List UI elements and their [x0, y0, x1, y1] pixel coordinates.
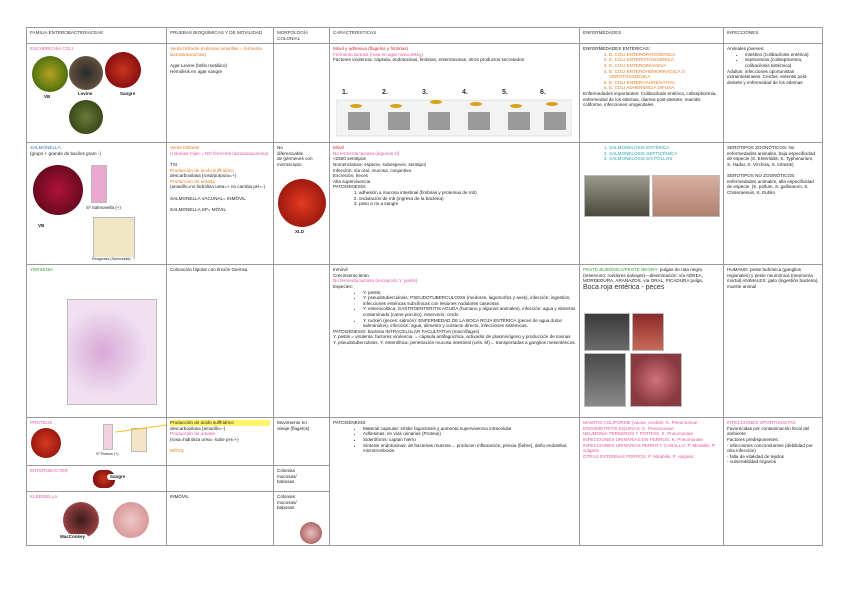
- ecoli-enf-item: 2. E. COLI ENTEROTOXIGÉNICA: [609, 57, 720, 63]
- ecoli-vb-label: VB: [41, 94, 53, 100]
- proteus-enf-line: MAMITIS COLIFORME (vacas, cerdas): K. Pneumoniae: [583, 420, 698, 426]
- ecoli-pathogenesis-diagram: [336, 82, 572, 140]
- salmonella-vb-label: VB: [35, 223, 47, 229]
- salmonella-bio-line: Verde brillante: [170, 145, 200, 151]
- header-enfermedades: ENFERMEDADES: [580, 28, 724, 44]
- proteus-enf-line: OTRAS EXTERNAS PERROS: P. Mirabilis, P. vulgaris: [583, 453, 694, 459]
- salmonella-inf-line: SEROTIPOS ZOONÓTICOS: No enfermedades animales, baja especificidad de especie (S. Enteritidis, S. Typhimurium, S. Hadar, S. Virchow, S. Infantis): [727, 145, 816, 167]
- header-pruebas: PRUEBAS BIOQUÍMICAS Y DE MOVILIDAD: [167, 28, 274, 44]
- klebsiella-morph-cell: [274, 492, 330, 546]
- yersenia-name-cell: [27, 265, 167, 418]
- proteus-bio-line: (rosa=hidroliza urea= sube pH=+): [170, 436, 239, 442]
- salmonella-enf-cell: [580, 143, 724, 265]
- salmonella-char-line: Móvil: [333, 145, 344, 151]
- proteus-bio-line: Producción de ácido sulfhídrico: [170, 420, 270, 426]
- proteus-enf-cell: [580, 418, 724, 546]
- salmonella-bio-line: SALMONELLA VACUNAL= INMÓVIL: [170, 195, 246, 201]
- klebsiella-name: KLEBSIELLA: [30, 494, 58, 500]
- yersenia-species-item: • Y. pestis:: [363, 290, 576, 296]
- yersenia-char-line: Inmóvil: [333, 267, 348, 273]
- salmonella-inf-cell: [724, 143, 823, 265]
- ecoli-enf-list: [583, 52, 720, 91]
- enterobacter-bio-cell: [167, 466, 274, 492]
- salmonella-char-line: <2500 serotipos: [333, 156, 366, 162]
- klebsiella-name-cell: [27, 492, 167, 546]
- salmonella-s2-tube: [91, 165, 107, 203]
- ecoli-vb-plate: [32, 56, 68, 92]
- proteus-enf-line: NEUMONÍA TERNEROS Y POTROS: K. Pneumoniae: [583, 431, 694, 437]
- salmonella-name: SALMONELLA: [30, 145, 61, 151]
- yersenia-fish-photo-1: [584, 313, 630, 351]
- salmonella-morph-line: diferenciable: [277, 150, 304, 156]
- yersenia-pat-line: Y. pseudotuberculosis, Y. enterolítica: penetración mucosa intestinal (cels. M)→ transportadas a ganglios mesentéricos.: [333, 339, 576, 345]
- salmonella-char-line: PATOGENESIS:: [333, 184, 367, 190]
- salmonella-name-cell: [27, 143, 167, 265]
- enterobacter-name-cell: [27, 466, 167, 492]
- salmonella-bio-line: (amarillo=no hidroliza urea=+ no cambia pH=-): [170, 184, 265, 190]
- enterobacter-name: ENTEROBACTER: [30, 468, 68, 474]
- salmonella-bio-line: descarboxilasa (rosa/púrpura=+): [170, 173, 237, 179]
- ecoli-name: ESCHERICHIA COLI: [30, 46, 74, 52]
- proteus-morph-line: oleaje (flagelos): [277, 425, 310, 431]
- enterobacter-morph-line: Colonias: [277, 468, 295, 474]
- ecoli-bio-cell: [167, 44, 274, 143]
- salmonella-char-line: Nomenclatura: especie, subespecie, serotipo): [333, 161, 427, 167]
- proteus-inf-title: INFECCIONES OPORTUNISTAS: [727, 420, 796, 426]
- ecoli-enf-item: 4. E. COLI ENTEROHEMORRÁGICA O VEROTOXIGÉNICA: [609, 69, 720, 80]
- proteus-inf-line: Favorecidas por contaminación fecal del ambiente: [727, 425, 810, 437]
- proteus-pat-list: [333, 426, 576, 454]
- proteus-name-cell: [27, 418, 167, 466]
- yersenia-bio: Coloración bipolar con tinción Giemsa: [170, 267, 248, 273]
- proteus-morph-cell: [274, 418, 330, 466]
- salmonella-reagent-tubes: [93, 217, 135, 259]
- salmonella-morph-line: microscopio: [277, 161, 302, 167]
- salmonella-bio-line: Producción de ácido sulfhídrico: [170, 167, 234, 173]
- diagram-step-4: 4.: [462, 89, 468, 97]
- yersenia-enf-cell: [580, 265, 724, 418]
- yersenia-char-line: Crecimiento lento: [333, 272, 369, 278]
- ecoli-morph-cell: [274, 44, 330, 143]
- proteus-bio-line: Producción de ureasa: [170, 431, 215, 437]
- ecoli-enf-title: ENFERMEDADES ENTÉRICAS:: [583, 46, 651, 52]
- salmonella-bio-line: TSI: [170, 161, 178, 167]
- ecoli-enf-item: 3. E. COLI ENTEROINVASIVA: [609, 63, 720, 69]
- salmonella-xld-plate: [278, 179, 326, 227]
- ecoli-char-2: Fermenta lactosa (rosa en agar macconkey): [333, 51, 424, 57]
- proteus-inf-line: - vulnerabilidad órganos: [727, 459, 777, 465]
- ecoli-levine-label: Levine: [75, 91, 95, 97]
- ecoli-inf-list: [727, 52, 819, 69]
- ecoli-name-cell: [27, 44, 167, 143]
- salmonella-piglet-photo: [652, 175, 720, 217]
- row-proteus: [27, 418, 823, 466]
- yersenia-char-line: Especies:: [333, 283, 353, 289]
- diagram-step-2: 2.: [382, 89, 388, 97]
- yersenia-pat-line: PATOGÉNESIS: bacteria INTRACELULAR FACULTATIVA (macrófagos): [333, 328, 480, 334]
- diagram-step-3: 3.: [422, 89, 428, 97]
- diagram-step-5: 5.: [502, 89, 508, 97]
- enterobacter-morph-cell: [274, 466, 330, 492]
- yersenia-species-item: • Y. enterocolitica: GASTROENTERITIS AGUDA (humano y algunos animales), infección: agua y alimento contaminado (carne porcino), reservorio: cerdo: [363, 306, 576, 317]
- yersenia-char-line: No fermenta lactosa (excepción Y. pestis): [333, 278, 418, 284]
- ecoli-bio-1: Verde brillante (colonias amarillas = fermenta lactosa/sacarosa): [170, 46, 263, 57]
- salmonella-morph-line: No: [277, 145, 283, 151]
- salmonella-char-line: Infección: vía oral, mucosa, conjuntiva: [333, 167, 411, 173]
- row-salmonella: [27, 143, 823, 265]
- klebsiella-morph-line: Colonias: [277, 494, 295, 500]
- salmonella-xld-label: XLD: [292, 229, 307, 235]
- proteus-bio-line: MÓVIL: [170, 448, 185, 454]
- ecoli-enf-item: 6. E. COLI ADHERENCIA DIFUSA: [609, 85, 720, 91]
- proteus-enf-line: INFECCIONES URINARIAS PERRO Y CABALLO: P. Mirabilis, P. vulgaris: [583, 442, 716, 454]
- proteus-pat-item: • Material capsular: inhibe fagocitosis y aumenta supervivencia intracelular: [363, 426, 576, 432]
- ecoli-sangre-plate: [105, 52, 141, 88]
- ecoli-inf-item: • intestino (colibacilosis entérica): [745, 52, 819, 58]
- yersenia-morph-cell: [274, 265, 330, 418]
- salmonella-pat-item: 3. paso a rio a sangre: [359, 201, 576, 207]
- ecoli-levine-plate: [69, 56, 103, 90]
- yersenia-enf-head: PESTE BUBÓNICA/PESTE NEGRA:: [583, 267, 659, 273]
- proteus-inf-cell: [724, 418, 823, 546]
- salmonella-char-cell: [330, 143, 580, 265]
- ecoli-enf-cell: [580, 44, 724, 143]
- ecoli-bio-2: Agar Levine (brillo metálico): [170, 62, 227, 68]
- salmonella-bio-line: SALMONELLA SP= MÓVIL: [170, 206, 227, 212]
- yersenia-enf-body: pulgas de rata negra (reservorio: roedores salvajes)—diseminación: vía AÉREA, MORDEDURA, ARAÑAZOS, vía ORAL, PICADURA pulga.: [583, 267, 703, 284]
- diagram-step-6: 6.: [540, 89, 546, 97]
- salmonella-morph-line: de gérmenes con: [277, 156, 313, 162]
- yersenia-species-item: • Y. ruckeri (peces: salmón): ENFERMEDAD DE LA BOCA ROJA ENTÉRICA (peces de agua dulce: salmónidos), infección: agua, alimento y contacto directo, infecciones sistémicas.: [363, 318, 576, 329]
- salmonella-vb-plate: [33, 165, 83, 215]
- ecoli-enf-item: 5. E. COLI ENTEROAGREGATIVA: [609, 80, 720, 86]
- proteus-name: PROTEUS: [30, 420, 53, 426]
- header-familia: FAMILIA ENTEROBACTERIACEAE: [27, 28, 167, 44]
- header-row: [27, 28, 823, 44]
- salmonella-morph-cell: [274, 143, 330, 265]
- salmonella-bio-line: Producción de ureasa: [170, 178, 215, 184]
- proteus-pat-item: • Adhesinas: en vías urinarias (Proteus): [363, 431, 576, 437]
- proteus-enf-line: ENDOMETRITIS EQUINAS: K. Pneumoniae: [583, 425, 674, 431]
- klebsiella-second-plate: [113, 502, 149, 538]
- enterobacter-morph-line: babosas: [277, 479, 295, 485]
- row-ecoli: [27, 44, 823, 143]
- yersenia-bio-cell: [167, 265, 274, 418]
- header-morfologia: MORFOLOGÍA COLONIAL: [274, 28, 330, 44]
- yersenia-lesion-photo: [630, 353, 682, 407]
- proteus-pat-item: • Síntesis endotoxinas: de bacterias muertas→ producen inflamación, pirexia (fiebre), daño endotelial, microtrombosis.: [363, 443, 576, 454]
- yersenia-species-list: [333, 290, 576, 329]
- ecoli-sangre-label: Sangre: [117, 91, 138, 97]
- proteus-bio-line: descarboxilasa (amarillo=-): [170, 425, 226, 431]
- salmonella-enf-item: 1. SALMONELOSIS ENTÉRICA: [609, 145, 720, 151]
- klebsiella-bio-cell: [167, 492, 274, 546]
- ecoli-inf-item: • septicemias (colisepticemia, colibacilosis sistémica): [745, 57, 819, 68]
- klebsiella-macconkey-plate: [63, 502, 99, 538]
- ecoli-inf-cell: [724, 44, 823, 143]
- salmonella-pigs-photo: [584, 175, 650, 217]
- proteus-pat-item: • Sideróforos: captan hierro: [363, 437, 576, 443]
- salmonella-pat-item: 2. ondulación de mb (ingreso de la bacteria): [359, 196, 576, 202]
- ecoli-bio-3: Hemólisis en agar sangre: [170, 68, 223, 74]
- proteus-plate: [31, 428, 61, 458]
- yersenia-giemsa-photo: [67, 299, 157, 405]
- salmonella-char-line: No fermenta lactosa (algunas sí): [333, 150, 400, 156]
- yersenia-char-cell: [330, 265, 580, 418]
- klebsiella-bio: INMÓVIL: [170, 494, 189, 500]
- enterobacteriaceae-table: [26, 27, 823, 546]
- header-infecciones: INFECCIONES: [724, 28, 823, 44]
- proteus-bio-cell: [167, 418, 274, 466]
- yersenia-enf-sub: Boca roja entérica - peces: [583, 283, 665, 291]
- yersenia-fish-photo-2: [632, 313, 664, 351]
- proteus-tube-label: S² Proteus (+): [93, 452, 121, 458]
- yersenia-inf-cell: [724, 265, 823, 418]
- salmonella-pat-item: 1. adhesión a mucosa intestinal (fimbrias y proteínas de mb): [359, 190, 576, 196]
- ecoli-inf-extra: Adultos: infecciones oportunistas extraintestinales. Cerdos: enteritis post-destete y enfermedad de los edemas: [727, 68, 808, 85]
- enterobacter-morph-line: mucosas/: [277, 473, 297, 479]
- header-caracteristicas: CARACTERÍSTICAS: [330, 28, 580, 44]
- salmonella-enf-list: [583, 145, 720, 162]
- row-yersenia: [27, 265, 823, 418]
- ecoli-enf-extra: Enfermedades importantes: Colibacilosis entérica, colisepticemia, enfermedad de los edemas, diarrea post-destete, mamitis coliforme, infecciones urogenitales: [583, 90, 717, 108]
- proteus-inf-line: - falta de vitalidad de tejidos: [727, 453, 784, 459]
- ecoli-extra-plate: [69, 100, 103, 134]
- proteus-tube-1: [103, 424, 113, 450]
- proteus-tube-2: [131, 428, 147, 452]
- proteus-char-cell: [330, 418, 580, 546]
- salmonella-char-line: Excreción: heces: [333, 173, 368, 179]
- salmonella-enf-item: 2. SALMONELOSIS SEPTICÉMICA: [609, 151, 720, 157]
- proteus-enf-line: INFECCIONES URINARIAS EN PERROS: K. Pneumoniae: [583, 436, 703, 442]
- yersenia-fish-photo-3: [584, 353, 626, 407]
- yersenia-inf-text: HUMANO: peste bubónica (ganglios regionales) y peste neumónica (neumonía mortal) ANIMALES: gato (ingestión bacteria), muerte animal: [727, 267, 819, 289]
- salmonella-s2-label: S² Salmonella (+): [83, 205, 124, 211]
- diagram-step-1: 1.: [342, 89, 348, 97]
- ecoli-char-3: Factores virulencia: cápsula, endotoxinas, fimbrias, enterotoxinas, otros productos secretados: [333, 57, 524, 63]
- salmonella-enf-item: 3. SALMONELOSIS EN POLLOS: [609, 156, 720, 162]
- yersenia-enf-text: [583, 267, 720, 284]
- salmonella-reagent-label: Reagentes (Salmonella): [89, 257, 134, 263]
- yersenia-name: YERSENIA: [30, 267, 54, 273]
- klebsiella-plate-label: MacConkey: [57, 534, 88, 540]
- yersenia-pat-line: Y. pestis = virulenta: factores virulencia → cápsula antifagocítica, activador de plasminógeno y producción de toxinas: [333, 334, 571, 340]
- yersenia-species-item: • Y. pseudotuberculosis: PSEUDOTUBERCULOSIS (roedores, lagomorfos y aves), infección: ingestión, infecciones entéricas subclínicas con lesiones nodulares caseosas: [363, 295, 576, 306]
- klebsiella-morph-line: babosas: [277, 505, 295, 511]
- salmonella-inf-line: SEROTIPOS NO ZOONÓTICOS: enfermedades animales, alta especificidad de especie. (S. pollum, S. gallinarum, S. Choleraesuis, S. Dublin: [727, 173, 814, 195]
- salmonella-pat-list: [333, 190, 576, 207]
- ecoli-inf-title: Animales jóvenes:: [727, 46, 765, 52]
- salmonella-char-line: Alta supervivencia: [333, 178, 371, 184]
- enterobacter-plate-label: Sangre: [107, 474, 128, 480]
- klebsiella-morph-line: mucosas/: [277, 499, 297, 505]
- ecoli-char-1-text: Móvil y adhesiva (flagelos y fimbrias): [333, 46, 409, 52]
- salmonella-bio-line: (colonias rojas = NO fermenta lactosa/sacarosa): [170, 150, 269, 156]
- ecoli-enf-item: 1. E. COLI ENTEROPATÓGENICA: [609, 52, 720, 58]
- proteus-morph-line: Movimiento en: [277, 420, 307, 426]
- proteus-pat-title: PATOGÉNESIS:: [333, 420, 367, 426]
- salmonella-bio-cell: [167, 143, 274, 265]
- ecoli-char-cell: [330, 44, 580, 143]
- proteus-inf-line: - infecciones concomitantes (debilidad por otra infección): [727, 442, 813, 454]
- klebsiella-colony-plate: [300, 522, 322, 544]
- proteus-inf-line: Factores predisponentes:: [727, 436, 779, 442]
- salmonella-subtitle: (grupo + grande de bacilos gram -): [30, 150, 101, 156]
